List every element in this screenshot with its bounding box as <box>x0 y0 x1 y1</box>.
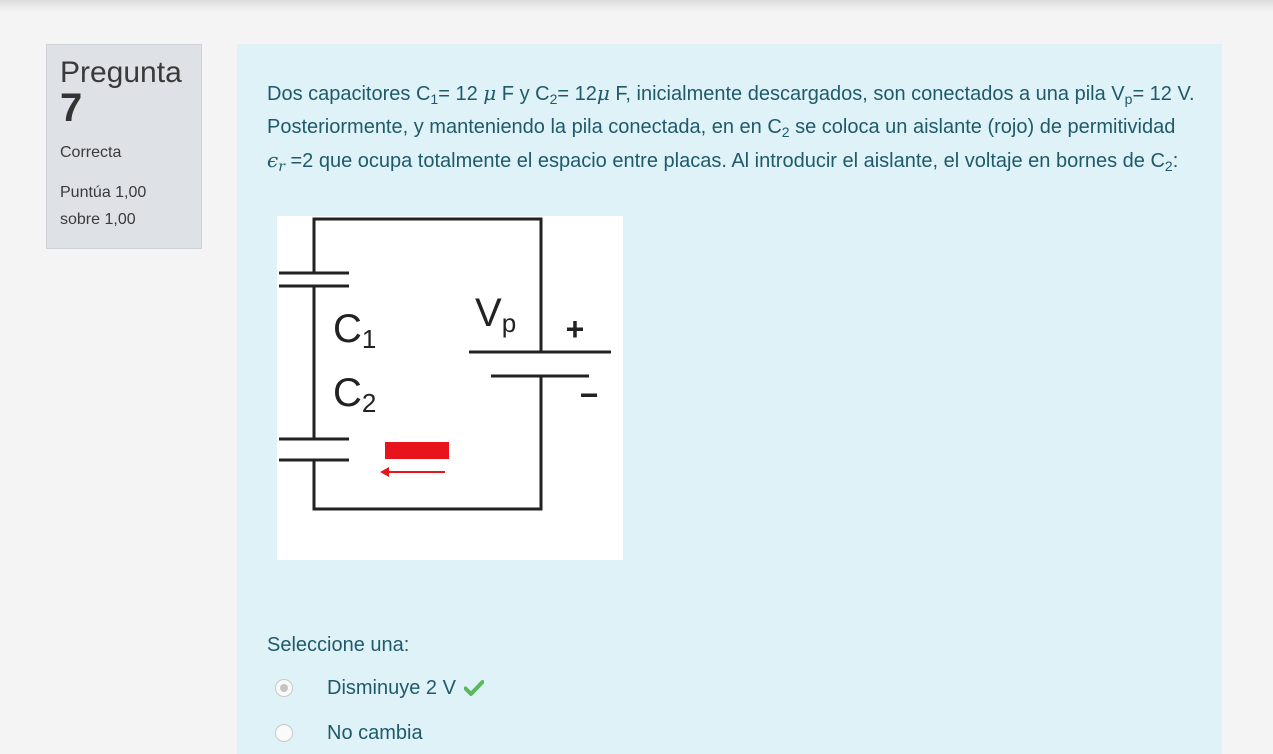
insertion-arrow-head <box>380 467 389 477</box>
question-grade: Puntúa 1,00 sobre 1,00 <box>60 184 147 228</box>
circuit-svg <box>277 216 623 560</box>
c1-label: C <box>333 307 362 351</box>
c2-label: C <box>333 371 362 415</box>
answer-option[interactable] <box>275 720 423 746</box>
answer-label[interactable]: No cambia <box>327 721 423 744</box>
plus-sign: + <box>565 311 585 347</box>
question-info-panel <box>46 44 202 249</box>
correct-check-icon <box>464 680 484 696</box>
top-shadow <box>0 0 1273 14</box>
c1-subscript: 1 <box>361 324 377 354</box>
answer-radio-selected[interactable] <box>275 679 293 697</box>
dielectric-slab <box>385 442 449 459</box>
circuit-diagram <box>277 216 623 560</box>
question-text: Dos capacitores $C_1= 12$ μ F y $C_2= 12\mu$ F, inicialmente descargados, son conectados a una pila $V_p= 12$ V. Posteriormente, y manteniendo la pila conectada, en en $C_2$ se coloca un aislante (rojo) de permitividad $\epsilon_r =2$ que ocupa totalmente el espacio entre placas. Al introducir el aislante, el voltaje en bornes de $C_2$: <box>267 81 1195 175</box>
circuit-wires <box>279 219 611 509</box>
question-number: 7 <box>60 86 83 130</box>
svg-text:Vp <box>475 291 516 338</box>
vp-label: V <box>475 291 502 335</box>
question-label: Pregunta <box>60 56 182 89</box>
vp-subscript: p <box>501 308 517 338</box>
answer-option[interactable] <box>275 675 484 701</box>
svg-text:C1 <box>333 307 376 354</box>
c2-subscript: 2 <box>361 388 377 418</box>
answer-label[interactable]: Disminuye 2 V <box>327 676 456 699</box>
svg-text:C2 <box>333 371 376 418</box>
answer-radio[interactable] <box>275 724 293 742</box>
select-prompt: Seleccione una: <box>267 634 410 656</box>
minus-sign: − <box>579 377 599 413</box>
question-content <box>237 44 1222 754</box>
question-state: Correcta <box>60 144 122 161</box>
